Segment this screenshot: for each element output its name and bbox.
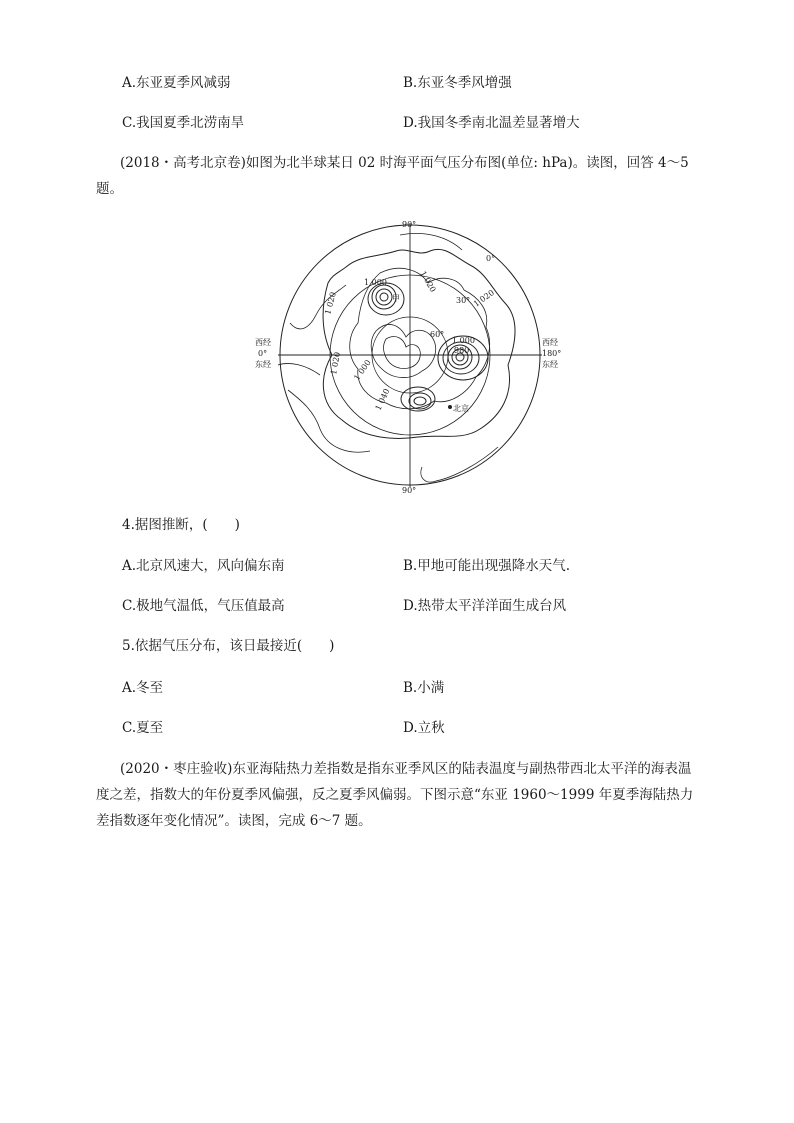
label-left-1: 西经 xyxy=(255,338,271,347)
isobar-southwest xyxy=(288,390,370,452)
intro-questions-4-5 xyxy=(96,150,696,202)
label-lat-30: 30° xyxy=(456,296,471,305)
q4-option-a: A.北京风速大，风向偏东南 xyxy=(122,558,285,574)
q3-option-c: C.我国夏季北涝南旱 xyxy=(122,115,245,131)
label-left-2: 0° xyxy=(258,349,268,358)
isobar-west xyxy=(278,363,320,375)
q3-option-a: A.东亚夏季风减弱 xyxy=(122,75,231,91)
q5-option-b: B.小满 xyxy=(403,680,445,696)
isobar-label-980: 980 xyxy=(454,346,470,355)
isobar-label-1040: 1 040 xyxy=(373,387,392,412)
label-bottom-90: 90° xyxy=(402,486,417,495)
intro-questions-6-7 xyxy=(96,756,696,834)
label-left-3: 东经 xyxy=(255,360,271,369)
q4-option-b: B.甲地可能出现强降水天气. xyxy=(403,558,571,574)
q4-stem: 4.据图推断，( ) xyxy=(122,517,240,533)
isobar-label-1000-right: 1 000 xyxy=(452,336,475,345)
q4-option-c: C.极地气温低，气压值最高 xyxy=(122,598,285,614)
label-right-2: 180° xyxy=(542,349,562,358)
label-lat-60: 60° xyxy=(430,330,445,339)
q3-option-b: B.东亚冬季风增强 xyxy=(403,75,512,91)
beijing-dot xyxy=(448,405,452,409)
isobar-label-1020-lower: 1 020 xyxy=(329,351,342,376)
polar-pressure-map xyxy=(250,215,580,495)
label-right-1: 西经 xyxy=(542,338,558,347)
jia-label: 甲 xyxy=(392,294,400,303)
intro-4-5-text: (2018・高考北京卷)如图为北半球某日 02 时海平面气压分布图(单位: hPa)。读图，回答 4～5 题。 xyxy=(96,155,689,197)
isobar-label-1020-right: 1 020 xyxy=(471,288,496,309)
label-0-deg: 0° xyxy=(486,254,496,263)
q3-option-d: D.我国冬季南北温差显著增大 xyxy=(403,115,580,131)
q4-option-d: D.热带太平洋洋面生成台风 xyxy=(403,598,567,614)
isobar-label-1020-left: 1 020 xyxy=(323,291,338,316)
polar-contour xyxy=(371,324,435,377)
isobar-label-1000-lower: 1 000 xyxy=(352,358,373,383)
beijing-label: 北京 xyxy=(453,404,469,413)
isobar-1020-left xyxy=(290,285,346,329)
low-center-1 xyxy=(380,293,388,301)
q5-option-c: C.夏至 xyxy=(122,720,164,736)
intro-6-7-text: (2020・枣庄验收)东亚海陆热力差指数是指东亚季风区的陆表温度与副热带西北太平洋的海表温度之差，指数大的年份夏季风偏强，反之夏季风偏弱。下图示意“东亚 1960～1999 年夏季海陆热力差指数逐年变化情况”。读图，完成 6～7 题。 xyxy=(96,761,694,829)
q5-option-d: D.立秋 xyxy=(403,720,445,736)
isobar-1020-top xyxy=(400,233,462,250)
q5-option-a: A.冬至 xyxy=(122,680,164,696)
high-center xyxy=(414,397,426,405)
q5-stem: 5.依据气压分布，该日最接近( ) xyxy=(122,638,335,654)
isobar-label-1000-top: 1 000 xyxy=(364,278,387,287)
isobar-label-1020-top: 1 020 xyxy=(418,269,438,294)
label-right-3: 东经 xyxy=(542,360,558,369)
isobar-south xyxy=(421,447,498,482)
label-top-90: 90° xyxy=(402,220,417,229)
